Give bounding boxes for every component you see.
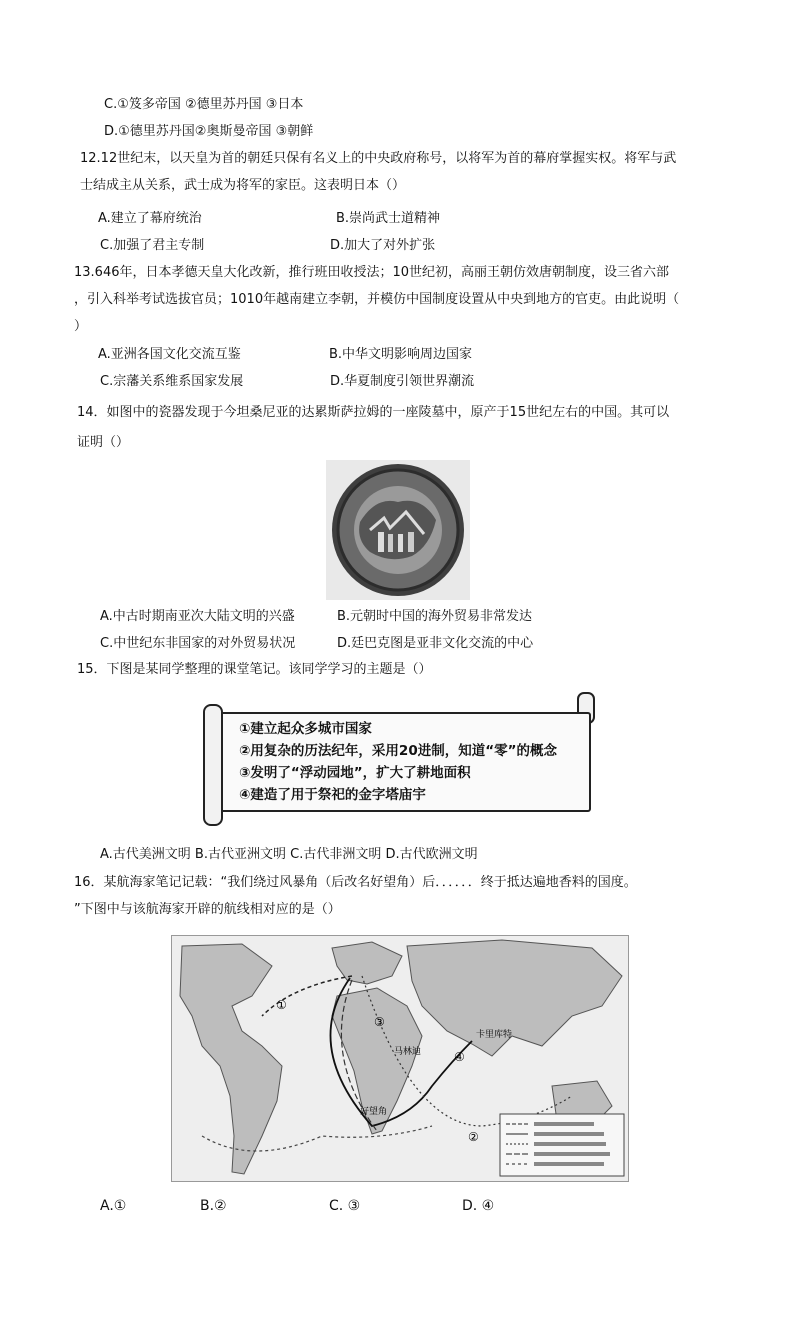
q14-option-d: D.廷巴克图是亚非文化交流的中心 <box>337 636 534 651</box>
map-marker-1: ① <box>276 998 287 1012</box>
q16-stem-line1: 16．某航海家笔记记载：“我们绕过风暴角（后改名好望角）后．．．．．．终于抵达遍地香料的国度。 <box>74 875 637 890</box>
q13-stem-line3: ） <box>74 319 88 334</box>
q15-options: A.古代美洲文明 B.古代亚洲文明 C.古代非洲文明 D.古代欧洲文明 <box>100 847 478 862</box>
map-marker-2: ② <box>468 1130 479 1144</box>
map-marker-4: ④ <box>454 1050 465 1064</box>
map-label-cape: 好望角 <box>360 1107 388 1117</box>
q16-option-a: A.① <box>100 1198 127 1214</box>
q14-option-a: A.中古时期南亚次大陆文明的兴盛 <box>100 609 295 624</box>
note-item: ①建立起众多城市国家 <box>239 721 372 737</box>
q14-stem-line1: 14．如图中的瓷器发现于今坦桑尼亚的达累斯萨拉姆的一座陵墓中，原产于15世纪左右的中国。其可以 <box>77 405 670 420</box>
voyage-routes-map <box>171 935 629 1182</box>
map-label-calicut: 卡里库特 <box>476 1030 513 1040</box>
q13-option-c: C.宗藩关系维系国家发展 <box>100 374 244 389</box>
q12-option-b: B.崇尚武士道精神 <box>336 211 441 226</box>
q12-option-d: D.加大了对外扩张 <box>330 238 436 253</box>
map-label-malindi: 马林迪 <box>394 1047 422 1057</box>
scroll-body <box>215 712 591 812</box>
q11-option-c: C.①笈多帝国 ②德里苏丹国 ③日本 <box>104 97 304 112</box>
q12-stem-line1: 12.12世纪末，以天皇为首的朝廷只保有名义上的中央政府称号，以将军为首的幕府掌握实权。将军与武 <box>80 151 677 166</box>
q16-option-d: D. ④ <box>462 1198 495 1214</box>
map-marker-3: ③ <box>374 1015 385 1029</box>
porcelain-plate-image <box>326 460 470 600</box>
q16-option-c: C. ③ <box>329 1198 361 1214</box>
q16-option-b: B.② <box>200 1198 227 1214</box>
note-item: ④建造了用于祭祀的金字塔庙宇 <box>239 787 426 803</box>
q13-stem-line1: 13.646年，日本孝德天皇大化改新，推行班田收授法；10世纪初，高丽王朝仿效唐朝制度，设三省六部 <box>74 265 670 280</box>
q15-stem: 15．下图是某同学整理的课堂笔记。该同学学习的主题是（） <box>77 662 432 677</box>
q14-option-b: B.元朝时中国的海外贸易非常发达 <box>337 609 533 624</box>
note-item: ②用复杂的历法纪年，采用20进制，知道“零”的概念 <box>239 743 557 759</box>
q13-option-b: B.中华文明影响周边国家 <box>329 347 473 362</box>
q16-stem-line2: ”下图中与该航海家开辟的航线相对应的是（） <box>74 902 341 917</box>
note-item: ③发明了“浮动园地”，扩大了耕地面积 <box>239 765 471 781</box>
q12-option-c: C.加强了君主专制 <box>100 238 205 253</box>
q12-option-a: A.建立了幕府统治 <box>98 211 202 226</box>
class-notes-scroll <box>203 692 595 825</box>
q12-stem-line2: 士结成主从关系，武士成为将军的家臣。这表明日本（） <box>80 178 406 193</box>
q11-option-d: D.①德里苏丹国②奥斯曼帝国 ③朝鲜 <box>104 124 314 139</box>
q13-option-d: D.华夏制度引领世界潮流 <box>330 374 475 389</box>
q14-option-c: C.中世纪东非国家的对外贸易状况 <box>100 636 296 651</box>
scroll-roller-left <box>203 704 223 826</box>
q14-stem-line2: 证明（） <box>77 435 130 450</box>
q13-option-a: A.亚洲各国文化交流互鉴 <box>98 347 241 362</box>
q13-stem-line2: ，引入科举考试选拔官员；1010年越南建立李朝，并模仿中国制度设置从中央到地方的官吏。由此说明（ <box>74 292 680 307</box>
